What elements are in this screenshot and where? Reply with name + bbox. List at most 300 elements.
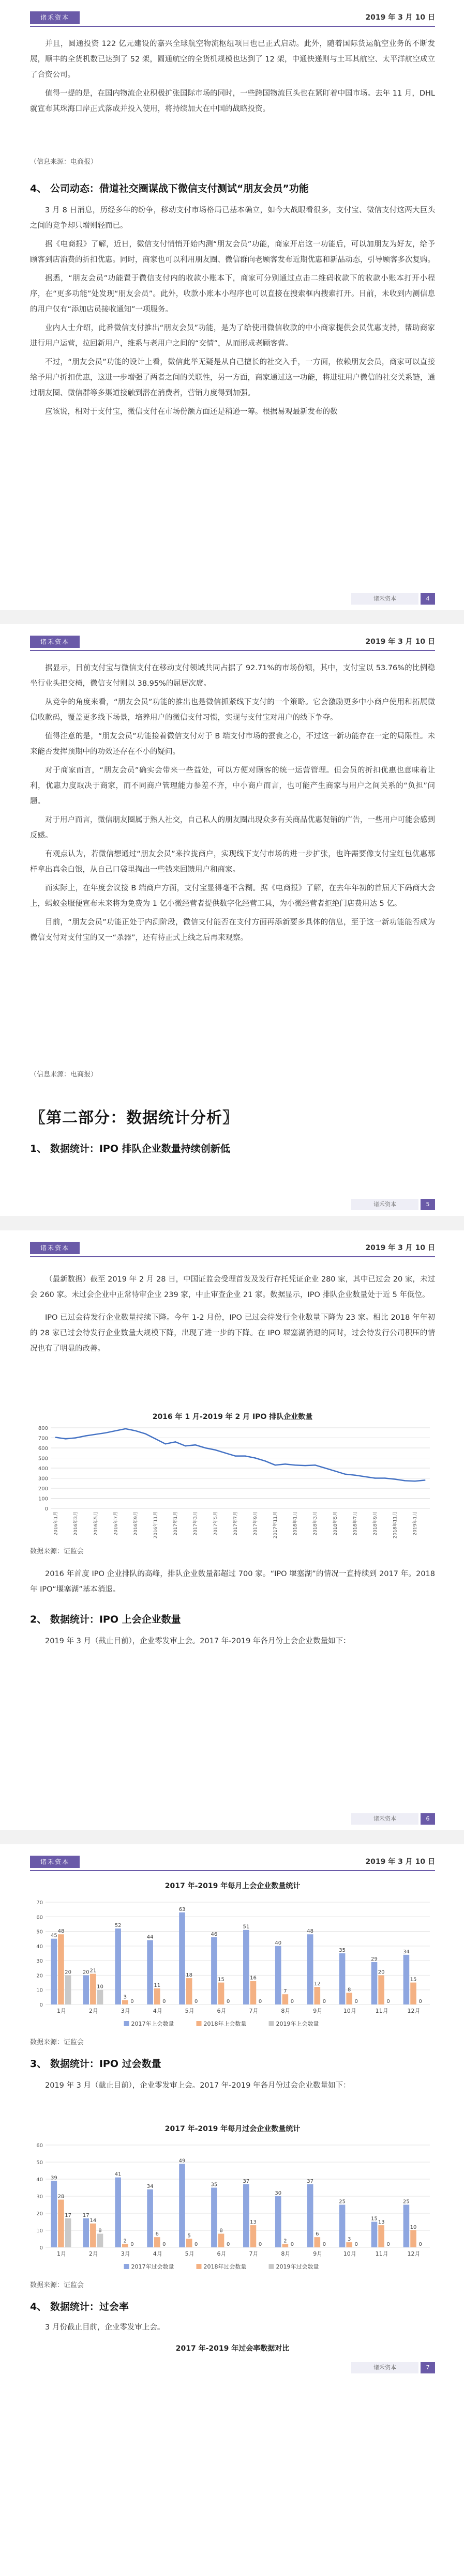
ipo-meetings-bar-chart bbox=[30, 1892, 435, 2031]
data-point bbox=[255, 1457, 256, 1458]
section-heading: 1、 数据统计：IPO 排队企业数量持续创新低 bbox=[30, 1143, 230, 1154]
y-tick-label: 40 bbox=[36, 1943, 43, 1950]
header-rule bbox=[30, 1870, 435, 1871]
y-tick-label: 700 bbox=[38, 1436, 48, 1442]
data-label: 8 bbox=[98, 2228, 102, 2234]
bar bbox=[218, 1983, 224, 2004]
data-point bbox=[275, 1464, 276, 1466]
x-tick-label: 2017年1月 bbox=[173, 1511, 179, 1536]
bar bbox=[346, 2242, 352, 2247]
x-tick-label: 9月 bbox=[313, 2250, 323, 2257]
bar bbox=[314, 2237, 320, 2247]
data-point bbox=[135, 1430, 136, 1431]
bar bbox=[97, 2234, 103, 2247]
data-label: 29 bbox=[371, 1956, 378, 1962]
data-point bbox=[324, 1468, 325, 1469]
data-label: 20 bbox=[82, 1969, 89, 1976]
bar bbox=[371, 2222, 378, 2248]
data-label: 0 bbox=[258, 1999, 262, 2004]
data-point bbox=[145, 1433, 146, 1434]
footer-label: 诸禾资本 bbox=[351, 2362, 418, 2373]
source-note: 数据来源：证监会 bbox=[30, 2281, 84, 2289]
data-point bbox=[75, 1437, 76, 1438]
y-tick-label: 40 bbox=[36, 2177, 43, 2183]
data-point bbox=[414, 1480, 415, 1482]
article-text bbox=[30, 203, 435, 423]
data-label: 35 bbox=[339, 1948, 346, 1953]
bar bbox=[339, 2205, 346, 2248]
source-note: （信息来源：电商报） bbox=[30, 1071, 98, 1078]
article-text bbox=[30, 2078, 435, 2096]
legend-label: 2018年过会数量 bbox=[203, 2263, 247, 2270]
y-tick-label: 800 bbox=[38, 1426, 48, 1431]
data-label: 37 bbox=[307, 2178, 314, 2184]
section-heading: 2、 数据统计：IPO 上会企业数量 bbox=[30, 1614, 181, 1625]
x-tick-label: 4月 bbox=[153, 2008, 162, 2014]
bar bbox=[186, 2239, 192, 2248]
bar bbox=[65, 2218, 71, 2247]
x-tick-label: 12月 bbox=[407, 2250, 421, 2257]
paragraph: 应该说，相对于支付宝，微信支付在市场份额方面还是稍逊一筹。根据易观最新发布的数 bbox=[45, 408, 338, 416]
data-label: 8 bbox=[219, 2228, 223, 2234]
data-label: 21 bbox=[89, 1968, 97, 1974]
data-point bbox=[305, 1465, 306, 1466]
bar bbox=[378, 2225, 384, 2247]
y-tick-label: 10 bbox=[36, 1987, 43, 1994]
header-date: 2019 年 3 月 10 日 bbox=[365, 1244, 435, 1252]
bar bbox=[410, 1983, 416, 2004]
data-point bbox=[384, 1477, 385, 1478]
data-point bbox=[155, 1438, 156, 1439]
article-text bbox=[30, 36, 435, 120]
page-header bbox=[30, 1856, 435, 1868]
data-point bbox=[95, 1433, 96, 1434]
data-label: 17 bbox=[65, 2212, 71, 2218]
paragraph: 据悉，“朋友会员”功能置于微信支付内的收款小账本下，商家可分别通过点击二维码收款下的收款小账本打开小程序，在“更多功能”处发现“朋友会员”。此外，收款小账本小程序也可以直接在搜索框内搜索打开。目前，未收到内测信息的用户仅有“添加店员接收通知”一项服务。 bbox=[30, 274, 435, 314]
paragraph: 目前，“朋友会员”功能正处于内测阶段，微信支付能否在支付方面再添新要多具体的信息，至于这一新功能能否成为微信支付对支付宝的又一“杀器”，还有待正式上线之后再来观察。 bbox=[30, 918, 435, 942]
bar bbox=[51, 2181, 57, 2247]
page-footer bbox=[332, 1813, 435, 1825]
paragraph: 不过，“朋友会员”功能的设计上看，微信此举无疑是从自己擅长的社交入手，一方面，依赖朋友会员，商家可以直接给予用户折扣优惠，这进一步增强了两者之间的关联性，另一方面，商家通过这一功能，将进驻用户微信的社交关系链，通过朋友圈、微信群等多渠道接触到潜在消费者，营销力度得到加强。 bbox=[30, 358, 435, 397]
legend-swatch bbox=[269, 2021, 274, 2026]
data-label: 48 bbox=[57, 1929, 65, 1935]
page-footer bbox=[332, 2362, 435, 2373]
chart-title: 2017 年-2019 年每月上会企业数量统计 bbox=[164, 1882, 301, 1890]
bar bbox=[51, 1939, 57, 2004]
bar bbox=[115, 2178, 121, 2247]
page-header bbox=[30, 636, 435, 648]
data-point bbox=[265, 1460, 266, 1461]
x-tick-label: 5月 bbox=[185, 2008, 194, 2014]
data-point bbox=[345, 1474, 346, 1475]
y-tick-label: 10 bbox=[36, 2228, 43, 2234]
bar bbox=[307, 2184, 313, 2247]
data-point bbox=[85, 1435, 86, 1436]
x-tick-label: 11月 bbox=[375, 2008, 388, 2014]
bar bbox=[403, 1955, 410, 2004]
bar bbox=[65, 1975, 71, 2004]
data-point bbox=[354, 1474, 355, 1475]
page-number: 7 bbox=[421, 2362, 435, 2373]
x-tick-label: 1月 bbox=[56, 2250, 66, 2257]
paragraph: 有观点认为，若微信想通过“朋友会员”来拉拢商户，实现线下支付市场的进一步扩张，也许需要像支付宝红包优惠那样拿出真金白银，从自己口袋里掏出一些钱来回馈用户和商家。 bbox=[30, 850, 435, 874]
paragraph: 对于用户而言，微信朋友圈属于熟人社交，自己私人的朋友圈出现众多有关商品优惠促销的广告，一些用户可能会感到反感。 bbox=[30, 816, 435, 840]
y-tick-label: 0 bbox=[44, 1506, 48, 1512]
data-label: 2 bbox=[123, 2238, 127, 2244]
bar bbox=[378, 1975, 384, 2004]
x-tick-label: 2018年1月 bbox=[293, 1511, 298, 1536]
bar bbox=[307, 1934, 313, 2004]
part-title: 〖第二部分：数据统计分析〗 bbox=[30, 1109, 238, 1127]
data-point bbox=[235, 1455, 236, 1456]
company-badge: 诸禾资本 bbox=[30, 636, 80, 648]
data-label: 8 bbox=[348, 1987, 351, 1993]
page-1 bbox=[0, 0, 464, 610]
x-tick-label: 2016年3月 bbox=[73, 1511, 79, 1536]
x-tick-label: 10月 bbox=[343, 2008, 356, 2014]
bar bbox=[90, 2224, 96, 2247]
bar bbox=[314, 1987, 320, 2004]
bar bbox=[250, 1981, 257, 2004]
x-tick-label: 2017年11月 bbox=[273, 1511, 279, 1539]
bar bbox=[211, 2188, 217, 2248]
x-tick-label: 11月 bbox=[375, 2250, 388, 2257]
data-label: 5 bbox=[187, 2233, 191, 2239]
data-label: 49 bbox=[178, 2158, 186, 2164]
data-label: 25 bbox=[339, 2199, 346, 2205]
data-label: 13 bbox=[250, 2219, 257, 2226]
paragraph: 从竞争的角度来看，“朋友会员”功能的推出也是微信抓紧线下支付的一个策略。它会激励更多中小商户使用和拓展微信收款码，覆盖更多线下场景，培养用户的微信支付习惯，实现与支付宝对用户的线下争夺。 bbox=[30, 698, 435, 722]
x-tick-label: 2016年7月 bbox=[113, 1511, 119, 1536]
bar bbox=[339, 1953, 346, 2004]
data-label: 41 bbox=[114, 2171, 122, 2178]
data-label: 35 bbox=[211, 2182, 218, 2188]
header-rule bbox=[30, 1256, 435, 1257]
bar bbox=[243, 2184, 249, 2247]
page-gap bbox=[0, 610, 464, 624]
footer-label: 诸禾资本 bbox=[351, 1813, 418, 1825]
data-label: 51 bbox=[243, 1924, 250, 1930]
page-2 bbox=[0, 624, 464, 1216]
paragraph: 对于商家而言，“朋友会员”确实会带来一些益处，可以方便对顾客的统一运营管理。但会员的折扣优惠也意味着让利，优惠力度取决于商家，而不同商户管理能力参差不齐，中小商户而言，也可能产生商家与用户之间关系的“负担”问题。 bbox=[30, 766, 435, 806]
header-rule bbox=[30, 650, 435, 651]
paragraph: 2019 年 3 月（截止目前），企业零发审上会。2017 年-2019 年各月份上会企业数量如下： bbox=[45, 1637, 351, 1645]
data-label: 25 bbox=[403, 2199, 410, 2205]
data-label: 0 bbox=[226, 1999, 230, 2004]
paragraph: 而实际上，在年度会议接 B 端商户方面，支付宝显得毫不含糊。据《电商报》了解，在去年年初的首届天下码商大会上，蚂蚁金服便宣布未来将为免费为 1 亿小微经营者提供数字化经营工具，为小微经营者拒绝门店费用达 5 亿。 bbox=[30, 884, 435, 908]
paragraph: 据《电商报》了解，近日，微信支付悄悄开始内测“朋友会员”功能，商家开启这一功能后，可以加朋友为好友，给予顾客到店消费的折扣优惠。同时，商家也可以利用朋友圈、微信群向老顾客发布近期优惠和新品动态，引导顾客多次复购。 bbox=[30, 240, 435, 264]
x-tick-label: 2016年5月 bbox=[93, 1511, 99, 1536]
bar bbox=[58, 2200, 64, 2247]
paragraph: 值得注意的是，“朋友会员”功能接着微信支付对于 B 端支付市场的蚕食之心，不过这一新功能存在一定的局限性。未来能否发挥预期中的功效还存在不小的疑问。 bbox=[30, 732, 435, 756]
x-tick-label: 1月 bbox=[56, 2008, 66, 2014]
data-label: 3 bbox=[123, 1994, 127, 2000]
data-label: 0 bbox=[386, 1999, 390, 2004]
bar bbox=[218, 2234, 224, 2247]
data-label: 20 bbox=[378, 1969, 385, 1976]
x-tick-label: 2017年7月 bbox=[233, 1511, 238, 1536]
x-tick-label: 2018年9月 bbox=[372, 1511, 378, 1536]
bar bbox=[122, 2244, 128, 2247]
data-label: 6 bbox=[155, 2231, 159, 2238]
bar bbox=[275, 1946, 281, 2004]
x-tick-label: 5月 bbox=[185, 2250, 194, 2257]
y-tick-label: 60 bbox=[36, 1915, 43, 1921]
header-date: 2019 年 3 月 10 日 bbox=[365, 638, 435, 646]
legend-swatch bbox=[197, 2021, 202, 2026]
bar bbox=[282, 2244, 289, 2247]
data-label: 15 bbox=[218, 1977, 224, 1983]
x-tick-label: 2018年7月 bbox=[353, 1511, 358, 1536]
series-line bbox=[56, 1429, 425, 1481]
x-tick-label: 3月 bbox=[121, 2250, 130, 2257]
article-text bbox=[30, 1633, 435, 1652]
x-tick-label: 2016年9月 bbox=[133, 1511, 139, 1536]
x-tick-label: 4月 bbox=[153, 2250, 162, 2257]
article-text bbox=[30, 2320, 435, 2338]
y-tick-label: 500 bbox=[38, 1456, 48, 1462]
data-label: 11 bbox=[154, 1982, 161, 1988]
data-label: 0 bbox=[322, 2242, 326, 2247]
source-note: （信息来源：电商报） bbox=[30, 158, 98, 166]
source-note: 数据来源：证监会 bbox=[30, 1548, 84, 1555]
legend-label: 2017年过会数量 bbox=[131, 2263, 174, 2270]
bar bbox=[275, 2196, 281, 2247]
bar bbox=[371, 1962, 378, 2004]
data-point bbox=[194, 1444, 196, 1445]
footer-label: 诸禾资本 bbox=[351, 593, 418, 605]
paragraph: 值得一提的是，在国内物流企业积极扩张国际市场的同时，一些跨国物流巨头也在紧盯着中国市场。去年 11 月，DHL 就宣布其珠海口岸正式落成并投入使用，将持续加大在中国的战略投资。 bbox=[30, 89, 435, 113]
data-label: 2 bbox=[283, 2238, 287, 2244]
chart-title: 2017 年-2019 年每月过会企业数量统计 bbox=[164, 2125, 301, 2133]
x-tick-label: 9月 bbox=[313, 2008, 323, 2014]
data-label: 0 bbox=[162, 1999, 166, 2004]
y-tick-label: 30 bbox=[36, 2194, 43, 2200]
bar bbox=[243, 1930, 249, 2004]
paragraph: IPO 已过会待发行企业数量持续下降。今年 1-2 月份，IPO 已过会待发行企业数量下降为 23 家。相比 2018 年年初的 28 家已过会待发行企业数量大规模下降，出现了进一步的下降。在 IPO 堰塞湖消退的同时，过会待发行公司积压的情况也有了明显的改善。 bbox=[30, 1314, 435, 1353]
data-label: 6 bbox=[316, 2231, 319, 2238]
data-label: 12 bbox=[313, 1981, 321, 1987]
data-label: 0 bbox=[258, 2242, 262, 2247]
paragraph: （最新数据）截至 2019 年 2 月 28 日，中国证监会受理首发及发行存托凭证企业 280 家，其中已过会 20 家，未过会 260 家。未过会企业中正常待审企业 239 家，中止审查企业 21 家。数据显示，IPO 排队企业数量处于近 5 年低位。 bbox=[30, 1275, 435, 1299]
data-point bbox=[115, 1430, 116, 1431]
y-tick-label: 70 bbox=[36, 1900, 43, 1906]
x-tick-label: 6月 bbox=[217, 2250, 227, 2257]
data-label: 39 bbox=[50, 2175, 57, 2181]
x-tick-label: 2019年1月 bbox=[413, 1511, 418, 1536]
data-point bbox=[224, 1453, 226, 1454]
bar bbox=[147, 2189, 153, 2247]
ipo-queue-line-chart bbox=[30, 1423, 435, 1540]
data-label: 44 bbox=[146, 1934, 154, 1940]
data-point bbox=[215, 1449, 216, 1451]
company-badge: 诸禾资本 bbox=[30, 1242, 80, 1254]
data-label: 28 bbox=[57, 2194, 65, 2200]
data-point bbox=[245, 1455, 246, 1456]
data-label: 30 bbox=[275, 2191, 282, 2196]
data-point bbox=[285, 1463, 286, 1464]
data-label: 14 bbox=[89, 2217, 97, 2224]
bar bbox=[58, 1934, 64, 2004]
data-point bbox=[405, 1480, 406, 1481]
bar bbox=[346, 1993, 352, 2004]
data-label: 0 bbox=[194, 1999, 198, 2004]
bar bbox=[122, 2000, 128, 2004]
data-label: 0 bbox=[194, 2242, 198, 2247]
page-gap bbox=[0, 1830, 464, 1844]
data-label: 13 bbox=[378, 2219, 385, 2226]
legend-label: 2019年上会数量 bbox=[276, 2020, 319, 2027]
page-footer bbox=[332, 593, 435, 605]
bar bbox=[186, 1978, 192, 2004]
bar bbox=[403, 2205, 410, 2248]
y-tick-label: 600 bbox=[38, 1446, 48, 1452]
data-label: 10 bbox=[410, 2225, 417, 2230]
data-label: 37 bbox=[243, 2178, 250, 2184]
paragraph: 并且，圆通投资 122 亿元建设的嘉兴全球航空物流枢纽项目也已正式启动。此外，随着国际货运航空业务的不断发展，顺丰的全货机数已达到了 52 架，圆通航空的全货机规模也达到了 12 架，中通快递则与土耳其航空、太平洋航空成立了合资公司。 bbox=[30, 40, 435, 79]
x-tick-label: 10月 bbox=[343, 2250, 356, 2257]
bar bbox=[410, 2230, 416, 2247]
legend-swatch bbox=[269, 2264, 274, 2269]
legend-label: 2017年上会数量 bbox=[131, 2020, 174, 2027]
data-point bbox=[205, 1447, 206, 1448]
x-tick-label: 6月 bbox=[217, 2008, 227, 2014]
legend-label: 2018年上会数量 bbox=[203, 2020, 247, 2027]
legend-swatch bbox=[124, 2021, 129, 2026]
y-tick-label: 200 bbox=[38, 1486, 48, 1492]
data-point bbox=[375, 1477, 376, 1478]
data-label: 0 bbox=[226, 2242, 230, 2247]
page-number: 6 bbox=[421, 1813, 435, 1825]
paragraph: 业内人士介绍，此番微信支付推出“朋友会员”功能，是为了给使用微信收款的中小商家提供会员优惠支持，帮助商家进行用户运营，拉回新用户，维系与老用户之间的“交情”，从而形成老顾客营。 bbox=[30, 324, 435, 348]
bar bbox=[83, 1975, 89, 2004]
x-tick-label: 12月 bbox=[407, 2008, 421, 2014]
data-label: 0 bbox=[418, 1999, 422, 2004]
x-tick-label: 8月 bbox=[281, 2250, 291, 2257]
section-heading: 4、 公司动态：借道社交圈谋战下微信支付测试“朋友会员”功能 bbox=[30, 183, 309, 194]
data-label: 15 bbox=[410, 1977, 417, 1983]
data-point bbox=[105, 1432, 106, 1433]
data-label: 52 bbox=[114, 1922, 122, 1929]
bar bbox=[154, 1988, 160, 2004]
x-tick-label: 2017年3月 bbox=[193, 1511, 199, 1536]
bar bbox=[179, 2164, 185, 2247]
section-heading: 3、 数据统计：IPO 过会数量 bbox=[30, 2058, 161, 2070]
chart-title: 2017 年-2019 年过会率数据对比 bbox=[175, 2344, 290, 2353]
data-label: 0 bbox=[418, 2242, 422, 2247]
data-label: 0 bbox=[162, 2242, 166, 2247]
data-label: 0 bbox=[290, 1999, 294, 2004]
y-tick-label: 300 bbox=[38, 1476, 48, 1482]
data-point bbox=[364, 1476, 365, 1477]
bar bbox=[90, 1974, 96, 2004]
x-tick-label: 2016年1月 bbox=[53, 1511, 59, 1536]
bar bbox=[97, 1990, 103, 2004]
y-tick-label: 50 bbox=[36, 2160, 43, 2166]
y-tick-label: 100 bbox=[38, 1496, 48, 1502]
x-tick-label: 2018年3月 bbox=[313, 1511, 319, 1536]
bar bbox=[83, 2218, 89, 2247]
legend-swatch bbox=[197, 2264, 202, 2269]
y-tick-label: 20 bbox=[36, 2211, 43, 2217]
data-label: 16 bbox=[250, 1975, 257, 1981]
data-label: 40 bbox=[275, 1940, 282, 1946]
data-label: 0 bbox=[130, 2242, 134, 2247]
data-label: 3 bbox=[348, 2236, 351, 2243]
page-header bbox=[30, 1242, 435, 1254]
bar bbox=[282, 1994, 289, 2004]
data-label: 7 bbox=[283, 1988, 287, 1995]
legend-label: 2019年过会数量 bbox=[276, 2263, 319, 2270]
x-tick-label: 2018年11月 bbox=[393, 1511, 398, 1539]
x-tick-label: 3月 bbox=[121, 2008, 130, 2014]
bar bbox=[179, 1912, 185, 2004]
article-text bbox=[30, 1272, 435, 1360]
paragraph: 2019 年 3 月（截止目前），企业零发审上会。2017 年-2019 年各月份过会企业数量如下： bbox=[45, 2081, 351, 2090]
paragraph: 3 月 8 日消息，历经多年的纷争，移动支付市场格局已基本确立，如今大战眼看很多，支付宝、微信支付这两大巨头之间的竞争却只增则轻而已。 bbox=[30, 206, 435, 230]
header-rule bbox=[30, 26, 435, 27]
company-badge: 诸禾资本 bbox=[30, 1856, 80, 1868]
data-point bbox=[175, 1441, 176, 1442]
x-tick-label: 7月 bbox=[249, 2250, 259, 2257]
x-tick-label: 2017年9月 bbox=[253, 1511, 259, 1536]
paragraph: 2016 年首度 IPO 企业排队的高峰，排队企业数量都超过 700 家。“IPO 堰塞湖”的情况一直持续到 2017 年。2018 年 IPO“堰塞湖”基本消退。 bbox=[30, 1570, 435, 1594]
data-label: 0 bbox=[386, 2242, 390, 2247]
page-4 bbox=[0, 1844, 464, 2576]
source-note: 数据来源：证监会 bbox=[30, 2039, 84, 2046]
article-text bbox=[30, 1566, 435, 1600]
bar bbox=[115, 1929, 121, 2004]
data-label: 18 bbox=[186, 1972, 192, 1979]
data-point bbox=[55, 1437, 56, 1438]
data-label: 0 bbox=[322, 1999, 326, 2004]
header-date: 2019 年 3 月 10 日 bbox=[365, 13, 435, 22]
data-label: 46 bbox=[211, 1931, 218, 1937]
data-label: 34 bbox=[146, 2183, 154, 2189]
data-label: 63 bbox=[178, 1906, 186, 1912]
y-tick-label: 50 bbox=[36, 1929, 43, 1935]
data-label: 0 bbox=[354, 2242, 358, 2247]
y-tick-label: 60 bbox=[36, 2143, 43, 2149]
data-point bbox=[315, 1464, 316, 1466]
x-tick-label: 2018年5月 bbox=[333, 1511, 338, 1536]
page-number: 5 bbox=[421, 1199, 435, 1210]
x-tick-label: 2017年5月 bbox=[213, 1511, 219, 1536]
x-tick-label: 7月 bbox=[249, 2008, 259, 2014]
data-label: 34 bbox=[403, 1949, 410, 1955]
bar bbox=[147, 1940, 153, 2004]
data-label: 15 bbox=[371, 2216, 378, 2222]
data-label: 0 bbox=[290, 2242, 294, 2247]
data-point bbox=[294, 1464, 295, 1466]
data-label: 0 bbox=[130, 1999, 134, 2004]
data-label: 0 bbox=[354, 1999, 358, 2004]
data-label: 10 bbox=[97, 1984, 103, 1990]
y-tick-label: 20 bbox=[36, 1973, 43, 1979]
section-heading: 4、 数据统计：过会率 bbox=[30, 2301, 129, 2312]
data-point bbox=[424, 1479, 425, 1480]
page-number: 4 bbox=[421, 593, 435, 605]
data-label: 17 bbox=[82, 2212, 89, 2218]
article-text bbox=[30, 660, 435, 949]
data-label: 20 bbox=[65, 1969, 71, 1976]
page-gap bbox=[0, 1216, 464, 1230]
company-badge: 诸禾资本 bbox=[30, 11, 80, 24]
data-point bbox=[65, 1438, 66, 1439]
data-label: 45 bbox=[50, 1933, 57, 1939]
header-date: 2019 年 3 月 10 日 bbox=[365, 1858, 435, 1866]
y-tick-label: 0 bbox=[39, 2002, 43, 2008]
